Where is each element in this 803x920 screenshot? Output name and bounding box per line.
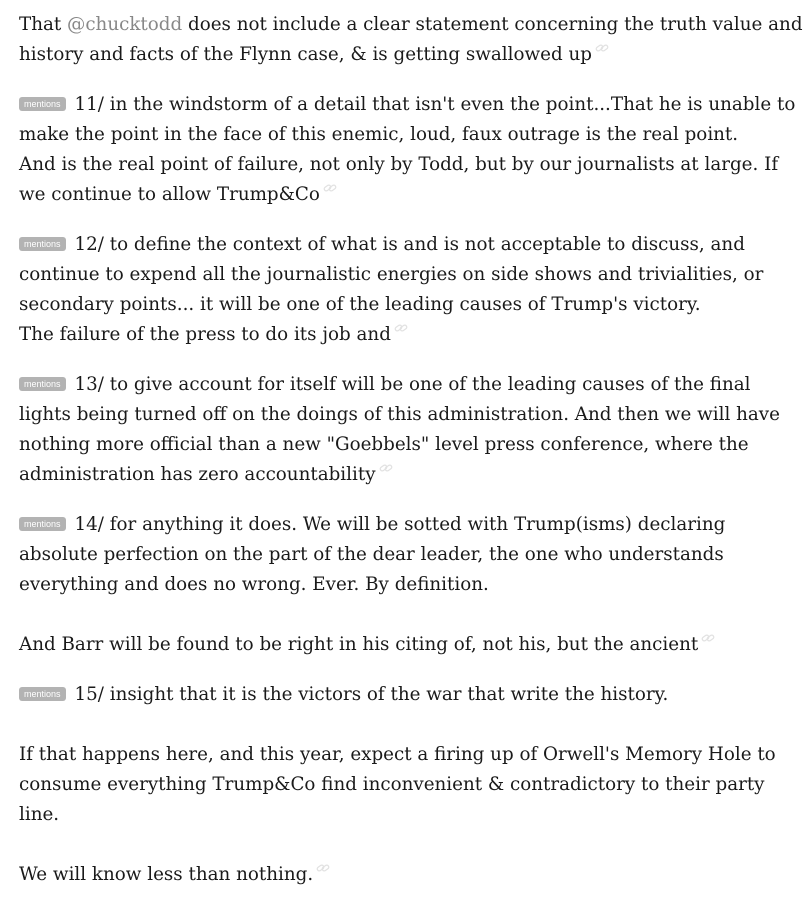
- link-icon[interactable]: [379, 462, 393, 474]
- link-icon[interactable]: [701, 632, 715, 644]
- mentions-badge[interactable]: mentions: [19, 687, 66, 701]
- tweet-13: mentions 13/ to give account for itself will be one of the leading causes of the final lights being turned off on the doings of this administration. And then we will have nothing more official than a new "Goebbels" level press conference, where the administration has zero accountability: [19, 374, 780, 485]
- tweet-12: mentions 12/ to define the context of what is and is not acceptable to discuss, and continue to expend all the journalistic energies on side shows and trivialities, or secondary points... it will be one of the leading causes of Trump's victory. The failure of the press to do its job and: [19, 234, 764, 345]
- link-icon[interactable]: [316, 862, 330, 874]
- mention-chucktodd[interactable]: @chucktodd: [67, 14, 183, 35]
- tweet-10: That @chucktodd does not include a clear statement concerning the truth value and history and facts of the Flynn case, & is getting swallowed up: [19, 14, 803, 65]
- mentions-badge[interactable]: mentions: [19, 517, 66, 531]
- link-icon[interactable]: [394, 322, 408, 334]
- link-icon[interactable]: [595, 42, 609, 54]
- tweet-15: mentions 15/ insight that it is the victors of the war that write the history. If that happens here, and this year, expect a firing up of Orwell's Memory Hole to consume everything Trump&Co find inconvenient & contradictory to their party line. We will know less than nothing.: [19, 684, 776, 885]
- mentions-badge[interactable]: mentions: [19, 377, 66, 391]
- mentions-badge[interactable]: mentions: [19, 97, 66, 111]
- link-icon[interactable]: [323, 182, 337, 194]
- tweet-14: mentions 14/ for anything it does. We will be sotted with Trump(isms) declaring absolute perfection on the part of the dear leader, the one who understands everything and does no wrong. Ever. By definition. And Barr will be found to be right in his citing of, not his, but the ancient: [19, 514, 726, 655]
- tweet-11: mentions 11/ in the windstorm of a detail that isn't even the point...That he is unable to make the point in the face of this enemic, loud, faux outrage is the real point. And is the real point of failure, not only by Todd, but by our journalists at large. If we continue to allow Trump&Co: [19, 94, 796, 205]
- mentions-badge[interactable]: mentions: [19, 237, 66, 251]
